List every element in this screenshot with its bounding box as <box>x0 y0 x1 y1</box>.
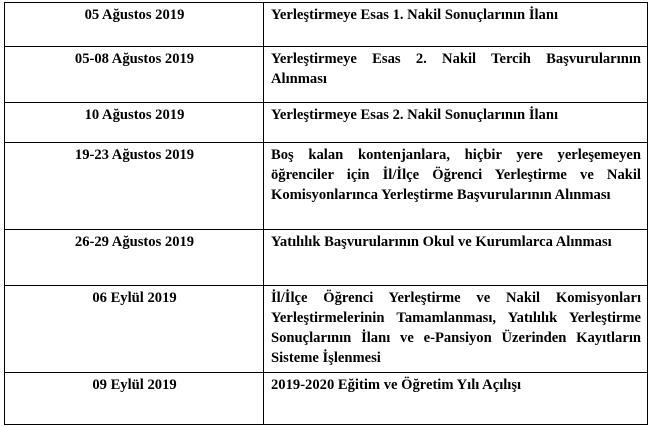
table-row <box>5 143 648 230</box>
event-cell: Yerleştirmeye Esas 1. Nakil Sonuçlarının İlanı <box>264 3 648 47</box>
schedule-table <box>4 2 648 425</box>
event-cell: Yerleştirmeye Esas 2. Nakil Tercih Başvurularının Alınması <box>264 47 648 103</box>
event-cell: Yerleştirmeye Esas 2. Nakil Sonuçlarının İlanı <box>264 103 648 143</box>
event-cell: Yatılılık Başvurularının Okul ve Kurumlarca Alınması <box>264 230 648 286</box>
table-row <box>5 47 648 103</box>
event-cell: Boş kalan kontenjanlara, hiçbir yere yerleşemeyen öğrenciler için İl/İlçe Öğrenci Yerleştirme ve Nakil Komisyonlarınca Yerleştirme Başvurularının Alınması <box>264 143 648 230</box>
date-cell: 10 Ağustos 2019 <box>5 103 264 143</box>
date-cell: 19-23 Ağustos 2019 <box>5 143 264 230</box>
event-cell: 2019-2020 Eğitim ve Öğretim Yılı Açılışı <box>264 373 648 425</box>
table-row <box>5 286 648 373</box>
date-cell: 05-08 Ağustos 2019 <box>5 47 264 103</box>
table-row <box>5 373 648 425</box>
event-cell: İl/İlçe Öğrenci Yerleştirme ve Nakil Komisyonları Yerleştirmelerinin Tamamlanması, Yatılılık Yerleştirme Sonuçlarının İlanı ve e-Pansiyon Üzerinden Kayıtların Sisteme İşlenmesi <box>264 286 648 373</box>
date-cell: 05 Ağustos 2019 <box>5 3 264 47</box>
table-row <box>5 3 648 47</box>
date-cell: 06 Eylül 2019 <box>5 286 264 373</box>
table-row <box>5 103 648 143</box>
date-cell: 09 Eylül 2019 <box>5 373 264 425</box>
date-cell: 26-29 Ağustos 2019 <box>5 230 264 286</box>
table-row <box>5 230 648 286</box>
